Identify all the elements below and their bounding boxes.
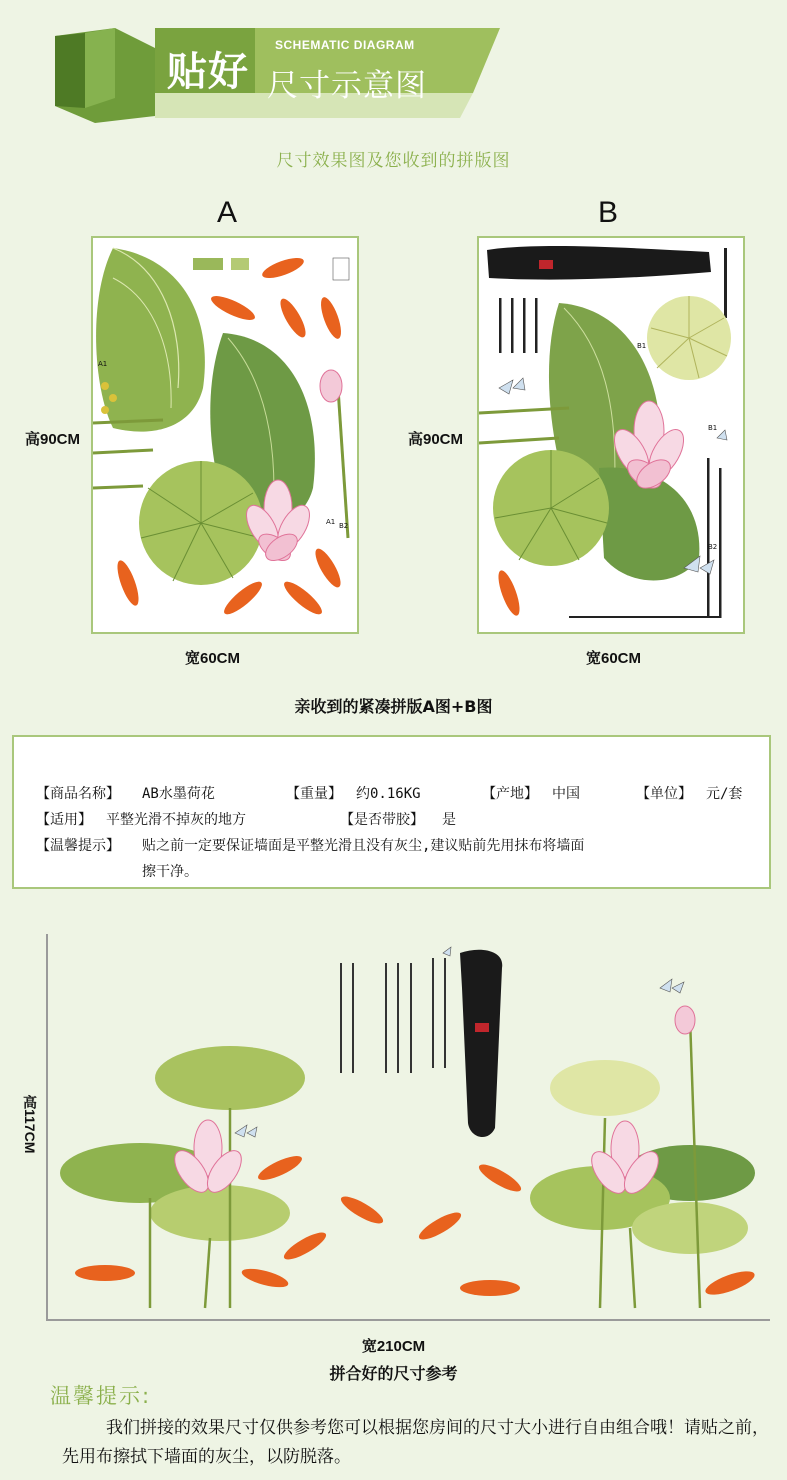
combined-reference-illustration <box>40 928 775 1328</box>
info-apply-value: 平整光滑不掉灰的地方 <box>106 812 246 828</box>
panel-b-height-label: 高90CM <box>408 431 464 448</box>
info-glue-value: 是 <box>442 812 456 828</box>
panel-a-mark: A1 <box>326 518 336 526</box>
panel-a-mark: A1 <box>98 360 108 368</box>
info-origin-label: 【产地】 <box>482 786 538 802</box>
panel-b <box>477 236 745 634</box>
info-unit-label: 【单位】 <box>636 786 692 802</box>
info-glue-label: 【是否带胶】 <box>340 812 424 828</box>
panel-a-mark: B2 <box>339 522 349 530</box>
panel-b-letter: B <box>598 196 619 229</box>
info-tip-value-cont: 擦干净。 <box>142 864 198 880</box>
reference-height-label: 高117CM <box>22 1095 38 1154</box>
info-tip-value: 贴之前一定要保证墙面是平整光滑且没有灰尘,建议贴前先用抹布将墙面 <box>142 838 585 854</box>
panel-a-illustration <box>93 238 357 632</box>
info-weight-label: 【重量】 <box>286 786 342 802</box>
panel-b-mark: B1 <box>637 342 647 350</box>
info-weight-value: 约0.16KG <box>356 786 421 802</box>
banner-title-en: SCHEMATIC DIAGRAM <box>275 38 415 52</box>
reference-width-label: 宽210CM <box>361 1338 426 1355</box>
info-apply-label: 【适用】 <box>36 812 92 828</box>
combined-artwork <box>40 928 775 1318</box>
bottom-tip-title: 温馨提示: <box>50 1384 152 1408</box>
panel-b-mark: B2 <box>708 543 718 551</box>
panels-caption: 亲收到的紧凑拼版A图+B图 <box>294 697 493 716</box>
header-banner <box>55 28 505 123</box>
panel-a-letter: A <box>217 196 238 229</box>
info-name-label: 【商品名称】 <box>36 786 120 802</box>
panel-b-illustration <box>479 238 743 632</box>
reference-caption: 拼合好的尺寸参考 <box>329 1364 458 1383</box>
panel-a <box>91 236 359 634</box>
info-tip-label: 【温馨提示】 <box>36 838 120 854</box>
banner-title-sub: 尺寸示意图 <box>267 68 427 104</box>
info-origin-value: 中国 <box>552 786 580 802</box>
bottom-tip-text: 我们拼接的效果尺寸仅供参考您可以根据您房间的尺寸大小进行自由组合哦！请贴之前，先用布擦拭下墙面的灰尘，以防脱落。 <box>62 1418 769 1467</box>
info-unit-value: 元/套 <box>706 786 743 802</box>
panel-a-height-label: 高90CM <box>25 431 81 448</box>
panel-b-width-label: 宽60CM <box>586 650 642 667</box>
banner-title-big: 贴好 <box>167 48 249 95</box>
section-subtitle: 尺寸效果图及您收到的拼版图 <box>276 151 511 171</box>
panel-b-mark: B1 <box>708 424 718 432</box>
product-info-box <box>12 735 771 889</box>
panel-a-width-label: 宽60CM <box>185 650 241 667</box>
info-name-value: AB水墨荷花 <box>142 786 215 802</box>
